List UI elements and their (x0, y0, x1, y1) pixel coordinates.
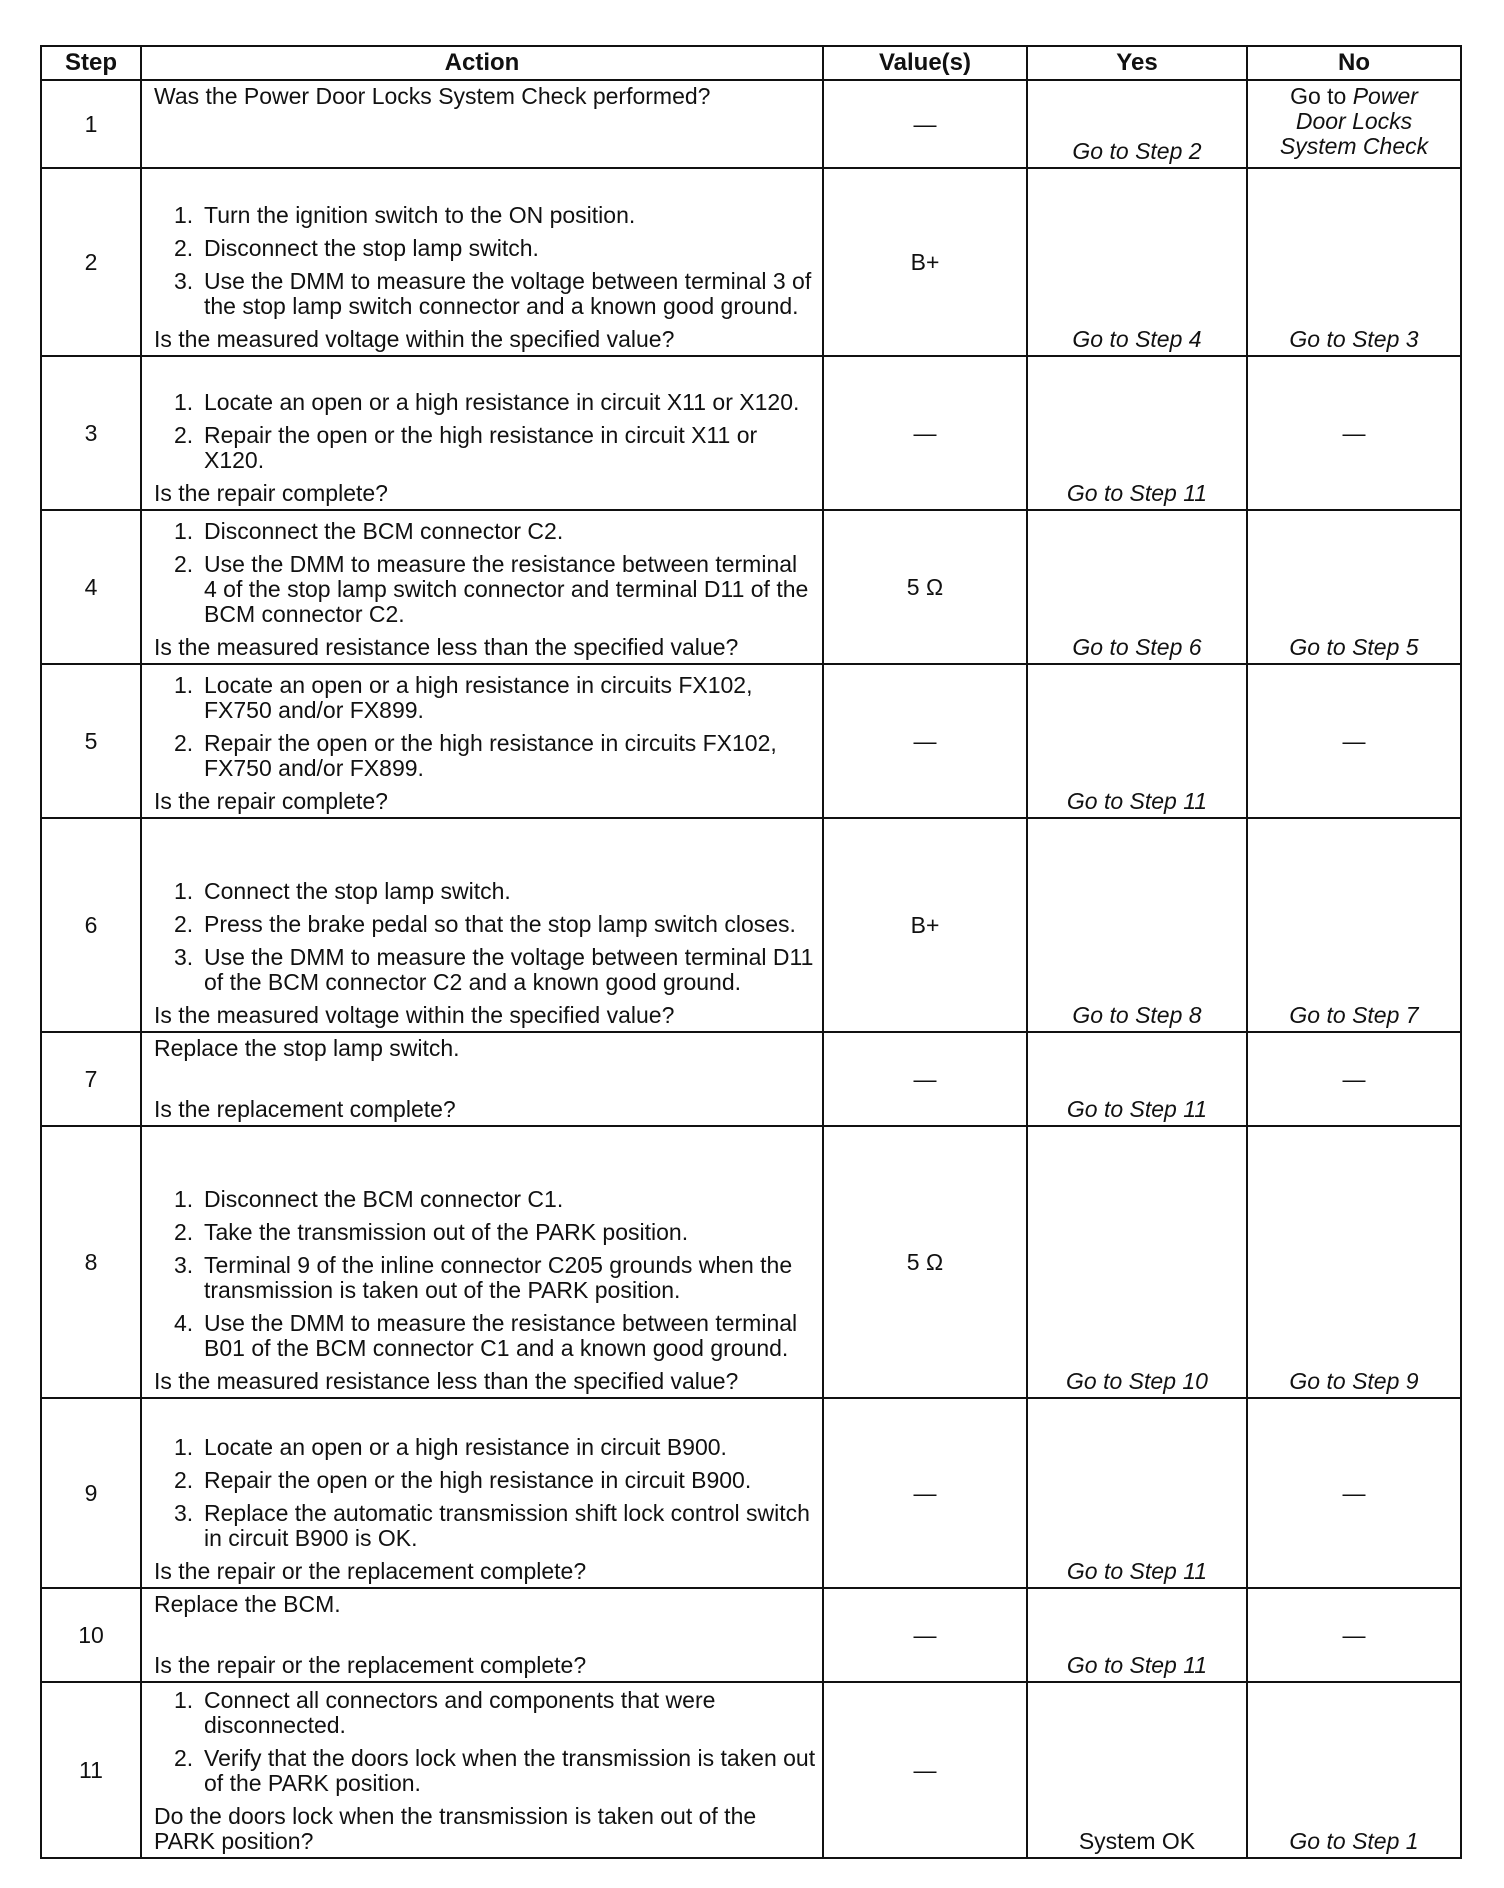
header-values: Value(s) (823, 46, 1027, 80)
header-yes: Yes (1027, 46, 1247, 80)
table-row (41, 80, 1461, 168)
no-cell: — (1247, 664, 1461, 818)
action-text: Replace the stop lamp switch. (154, 1035, 460, 1061)
table-row (41, 1682, 1461, 1858)
no-cell (1247, 80, 1461, 168)
value-cell: 5 Ω (823, 1126, 1027, 1398)
action-question: Is the measured voltage within the specified value? (154, 1002, 675, 1028)
value-cell: — (823, 356, 1027, 510)
yes-cell: Go to Step 4 (1027, 168, 1247, 356)
value-cell: B+ (823, 168, 1027, 356)
table-row (41, 1398, 1461, 1588)
table-row (41, 664, 1461, 818)
yes-cell: Go to Step 6 (1027, 510, 1247, 664)
action-item: 2. Repair the open or the high resistance in circuit B900. (174, 1467, 752, 1493)
table-row (41, 510, 1461, 664)
table-row (41, 1126, 1461, 1398)
action-question: Is the repair complete? (154, 788, 388, 814)
yes-cell: Go to Step 11 (1027, 356, 1247, 510)
action-question: Is the repair complete? (154, 480, 388, 506)
table-row (41, 168, 1461, 356)
no-cell: Go to Step 5 (1247, 510, 1461, 664)
header-no: No (1247, 46, 1461, 80)
action-question: Is the repair or the replacement complete? (154, 1558, 587, 1584)
table-row (41, 818, 1461, 1032)
diagnostic-table-container (40, 45, 1460, 1859)
action-item: 1. Connect the stop lamp switch. (174, 878, 511, 904)
action-cell (141, 80, 823, 168)
no-cell: Go to Step 1 (1247, 1682, 1461, 1858)
action-question: Is the measured voltage within the specified value? (154, 326, 675, 352)
action-item: 3. Terminal 9 of the inline connector C205 grounds when the transmission is taken out of the PARK position. (174, 1252, 793, 1303)
action-item: 4. Use the DMM to measure the resistance between terminal B01 of the BCM connector C1 and a known good ground. (174, 1310, 798, 1361)
action-list (154, 519, 816, 627)
value-cell: 5 Ω (823, 510, 1027, 664)
step-number: 7 (41, 1032, 141, 1126)
action-item: 1. Locate an open or a high resistance in circuit X11 or X120. (174, 389, 800, 415)
action-cell (141, 356, 823, 510)
action-list (154, 1187, 816, 1361)
no-prefix: Go to (1290, 83, 1353, 109)
value-cell: — (823, 1032, 1027, 1126)
action-cell (141, 1398, 823, 1588)
yes-cell: Go to Step 11 (1027, 1588, 1247, 1682)
action-item: 1. Locate an open or a high resistance in circuits FX102, FX750 and/or FX899. (174, 672, 753, 723)
value-cell: B+ (823, 818, 1027, 1032)
action-item: 3. Replace the automatic transmission shift lock control switch in circuit B900 is OK. (174, 1500, 810, 1551)
no-cell: — (1247, 356, 1461, 510)
action-cell (141, 1126, 823, 1398)
no-cell: Go to Step 3 (1247, 168, 1461, 356)
step-number: 8 (41, 1126, 141, 1398)
action-item: 2. Take the transmission out of the PARK position. (174, 1219, 689, 1245)
step-number: 1 (41, 80, 141, 168)
no-cell: — (1247, 1032, 1461, 1126)
header-step: Step (41, 46, 141, 80)
table-row (41, 1588, 1461, 1682)
action-question: Is the measured resistance less than the specified value? (154, 634, 739, 660)
action-item: 2. Repair the open or the high resistance in circuit X11 or X120. (174, 422, 758, 473)
step-number: 5 (41, 664, 141, 818)
no-link-line-1: Power (1352, 83, 1418, 109)
no-link-line-2: Door Locks (1295, 108, 1413, 134)
no-link-line-3: System Check (1279, 133, 1429, 159)
action-cell (141, 510, 823, 664)
action-cell (141, 1588, 823, 1682)
no-cell: Go to Step 7 (1247, 818, 1461, 1032)
yes-cell: System OK (1027, 1682, 1247, 1858)
action-cell (141, 818, 823, 1032)
value-cell: — (823, 80, 1027, 168)
action-item: 2. Repair the open or the high resistance in circuits FX102, FX750 and/or FX899. (174, 730, 777, 781)
yes-cell: Go to Step 10 (1027, 1126, 1247, 1398)
action-item: 1. Disconnect the BCM connector C2. (174, 518, 564, 544)
action-list (154, 673, 816, 781)
no-cell: Go to Step 9 (1247, 1126, 1461, 1398)
step-number: 11 (41, 1682, 141, 1858)
action-question: Do the doors lock when the transmission is taken out of the PARK position? (154, 1803, 757, 1854)
action-cell (141, 168, 823, 356)
action-list (154, 203, 816, 319)
header-action: Action (141, 46, 823, 80)
action-cell (141, 664, 823, 818)
no-cell: — (1247, 1588, 1461, 1682)
action-item: 2. Disconnect the stop lamp switch. (174, 235, 539, 261)
action-item: 3. Use the DMM to measure the voltage between terminal 3 of the stop lamp switch connector and a known good ground. (174, 268, 812, 319)
step-number: 2 (41, 168, 141, 356)
step-number: 3 (41, 356, 141, 510)
step-number: 4 (41, 510, 141, 664)
yes-cell: Go to Step 11 (1027, 664, 1247, 818)
action-question: Is the measured resistance less than the specified value? (154, 1368, 739, 1394)
diagnostic-table (40, 45, 1462, 1859)
step-number: 6 (41, 818, 141, 1032)
action-list (154, 1435, 816, 1551)
action-question: Is the replacement complete? (154, 1096, 456, 1122)
action-list (154, 390, 816, 473)
value-cell: — (823, 664, 1027, 818)
action-text: Replace the BCM. (154, 1591, 341, 1617)
step-number: 10 (41, 1588, 141, 1682)
header-row (41, 46, 1461, 80)
action-item: 1. Turn the ignition switch to the ON position. (174, 202, 636, 228)
yes-cell: Go to Step 11 (1027, 1398, 1247, 1588)
action-item: 2. Verify that the doors lock when the transmission is taken out of the PARK position. (174, 1745, 816, 1796)
value-cell: — (823, 1398, 1027, 1588)
action-item: 3. Use the DMM to measure the voltage between terminal D11 of the BCM connector C2 and a known good ground. (174, 944, 814, 995)
action-cell (141, 1682, 823, 1858)
action-cell (141, 1032, 823, 1126)
yes-cell: Go to Step 11 (1027, 1032, 1247, 1126)
action-text: Was the Power Door Locks System Check performed? (154, 83, 711, 109)
yes-cell: Go to Step 8 (1027, 818, 1247, 1032)
value-cell: — (823, 1588, 1027, 1682)
action-list (154, 1688, 816, 1796)
action-item: 1. Connect all connectors and components that were disconnected. (174, 1687, 716, 1738)
action-question: Is the repair or the replacement complete? (154, 1652, 587, 1678)
action-list (154, 879, 816, 995)
value-cell: — (823, 1682, 1027, 1858)
action-item: 2. Use the DMM to measure the resistance between terminal 4 of the stop lamp switch connector and terminal D11 of the BCM connector C2. (174, 551, 809, 627)
action-item: 1. Locate an open or a high resistance in circuit B900. (174, 1434, 727, 1460)
no-cell: — (1247, 1398, 1461, 1588)
step-number: 9 (41, 1398, 141, 1588)
action-item: 2. Press the brake pedal so that the stop lamp switch closes. (174, 911, 796, 937)
action-item: 1. Disconnect the BCM connector C1. (174, 1186, 564, 1212)
table-row (41, 356, 1461, 510)
table-row (41, 1032, 1461, 1126)
yes-cell: Go to Step 2 (1027, 80, 1247, 168)
